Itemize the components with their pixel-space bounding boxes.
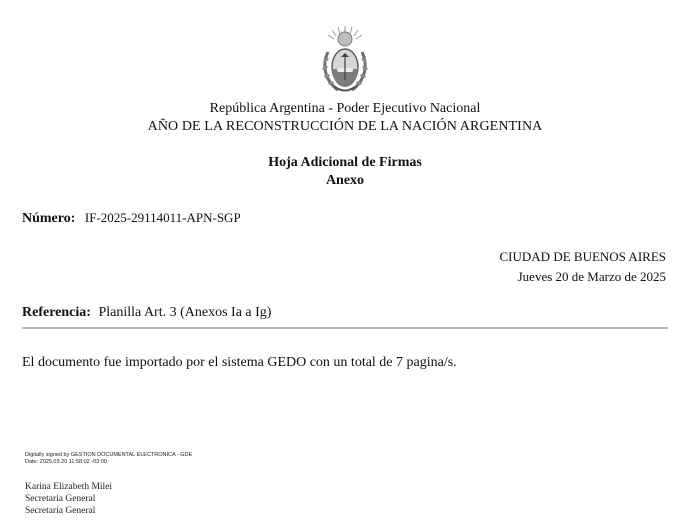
document-body: El documento fue importado por el sistema GEDO con un total de 7 pagina/s. (22, 355, 457, 370)
document-number-value: IF-2025-29114011-APN-SGP (84, 210, 241, 225)
header-year-motto: AÑO DE LA RECONSTRUCCIÓN DE LA NACIÓN ARGENTINA (147, 119, 543, 134)
argentina-coat-of-arms-icon (318, 24, 372, 96)
document-subtitle: Anexo (325, 173, 365, 188)
document-city: CIUDAD DE BUENOS AIRES (499, 249, 666, 264)
document-reference-value: Planilla Art. 3 (Anexos Ia a Ig) (98, 305, 272, 320)
header-government-name: República Argentina - Poder Ejecutivo Nacional (209, 101, 481, 116)
document-date: Jueves 20 de Marzo de 2025 (517, 269, 666, 284)
signer-block (25, 481, 112, 517)
signer-office: Secretaría General (25, 506, 96, 516)
digital-signature-date: Date: 2025.03.20 11:58:02 -03:00 (25, 459, 107, 465)
signer-name: Karina Elizabeth Milei (25, 482, 113, 492)
document-title: Hoja Adicional de Firmas (268, 155, 422, 170)
document-number (22, 209, 241, 228)
document-reference (22, 304, 271, 322)
digital-signature-signed-by: Digitally signed by GESTION DOCUMENTAL ELECTRONICA - GDE (25, 452, 193, 458)
digital-signature-stamp (25, 452, 192, 466)
signer-title: Secretaria General (25, 494, 96, 504)
section-divider (22, 327, 668, 329)
document-number-label: Número: (22, 211, 76, 226)
document-reference-label: Referencia: (22, 305, 91, 320)
